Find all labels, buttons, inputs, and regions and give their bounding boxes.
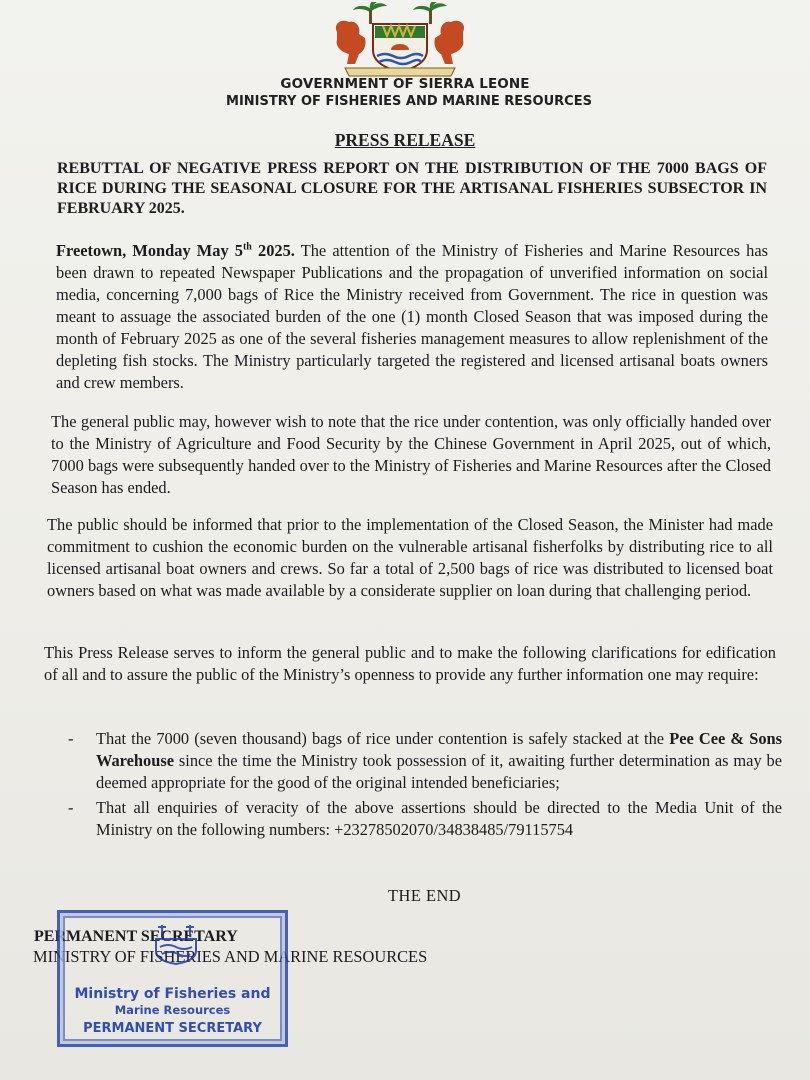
stamp-permanent-secretary: PERMANENT SECRETARY	[83, 1021, 262, 1036]
paragraph-3: The public should be informed that prior to the implementation of the Closed Season, the Minister had made commitment to cushion the economic burden on the vulnerable artisanal fisherfolks by distributing rice to all licensed artisanal boat owners and crews. So far a total of 2,500 bags of rice was distributed to licensed boat owners based on what was made available by a considerate supplier on loan during that challenging period.	[47, 515, 773, 600]
stamp-ministry: Ministry of Fisheries and	[74, 986, 271, 1002]
paragraph-2: The general public may, however wish to note that the rice under contention, was only officially handed over to the Ministry of Agriculture and Food Security by the Chinese Government in April 2025, out of which, 7000 bags were subsequently handed over to the Ministry of Fisheries and Marine Resources after the Closed Season has ended.	[51, 412, 771, 497]
list-item: - That the 7000 (seven thousand) bags of rice under contention is safely stacked at the Pee Cee & Sons Warehouse since the time the Ministry took possession of it, awaiting further determination as may be deemed appropriate for the good of the original intended beneficiaries;	[68, 729, 783, 792]
dateline: Freetown, Monday May 5th 2025.	[56, 241, 295, 260]
paragraph-1-text: The attention of the Ministry of Fisheries and Marine Resources has been drawn to repeated Newspaper Publications and the propagation of unverified information on social media, concerning 7,000 bags of Rice the Ministry received from Government. The rice in question was meant to assuage the associated burden of the one (1) month Closed Season that was imposed during the month of February 2025 as one of the several fisheries management measures to allow replenishment of the depleting fish stocks. The Ministry particularly targeted the registered and licensed artisanal boats owners and crew members.	[56, 241, 768, 392]
clarification-list	[62, 728, 782, 844]
release-subject: REBUTTAL OF NEGATIVE PRESS REPORT ON THE DISTRIBUTION OF THE 7000 BAGS OF RICE DURING THE SEASONAL CLOSURE FOR THE ARTISANAL FISHERIES SUBSECTOR IN FEBRUARY 2025.	[57, 160, 767, 217]
the-end-label: THE END	[388, 886, 462, 905]
press-release-heading: PRESS RELEASE	[334, 130, 476, 150]
coat-of-arms-icon	[152, 921, 200, 965]
warehouse-name: Pee Cee & Sons Warehouse	[96, 729, 783, 770]
signatory-title: PERMANENT SECRETARY	[34, 928, 238, 945]
paragraph-1	[56, 240, 768, 394]
list-item: - That all enquiries of veracity of the above assertions should be directed to the Media Unit of the Ministry on the following numbers: +23278502070/34838485/79115754	[68, 798, 782, 839]
official-stamp	[57, 910, 288, 1047]
government-title: GOVERNMENT OF SIERRA LEONE	[280, 76, 530, 92]
signatory-organization: MINISTRY OF FISHERIES AND MARINE RESOURCES	[33, 947, 428, 966]
paragraph-4: This Press Release serves to inform the general public and to make the following clarifications for edification of all and to assure the public of the Ministry’s openness to provide any further information one may require:	[44, 643, 776, 684]
coat-of-arms-icon	[325, 2, 475, 80]
stamp-marine-resources: Marine Resources	[114, 1003, 231, 1017]
ministry-title: MINISTRY OF FISHERIES AND MARINE RESOURCES	[226, 94, 592, 109]
